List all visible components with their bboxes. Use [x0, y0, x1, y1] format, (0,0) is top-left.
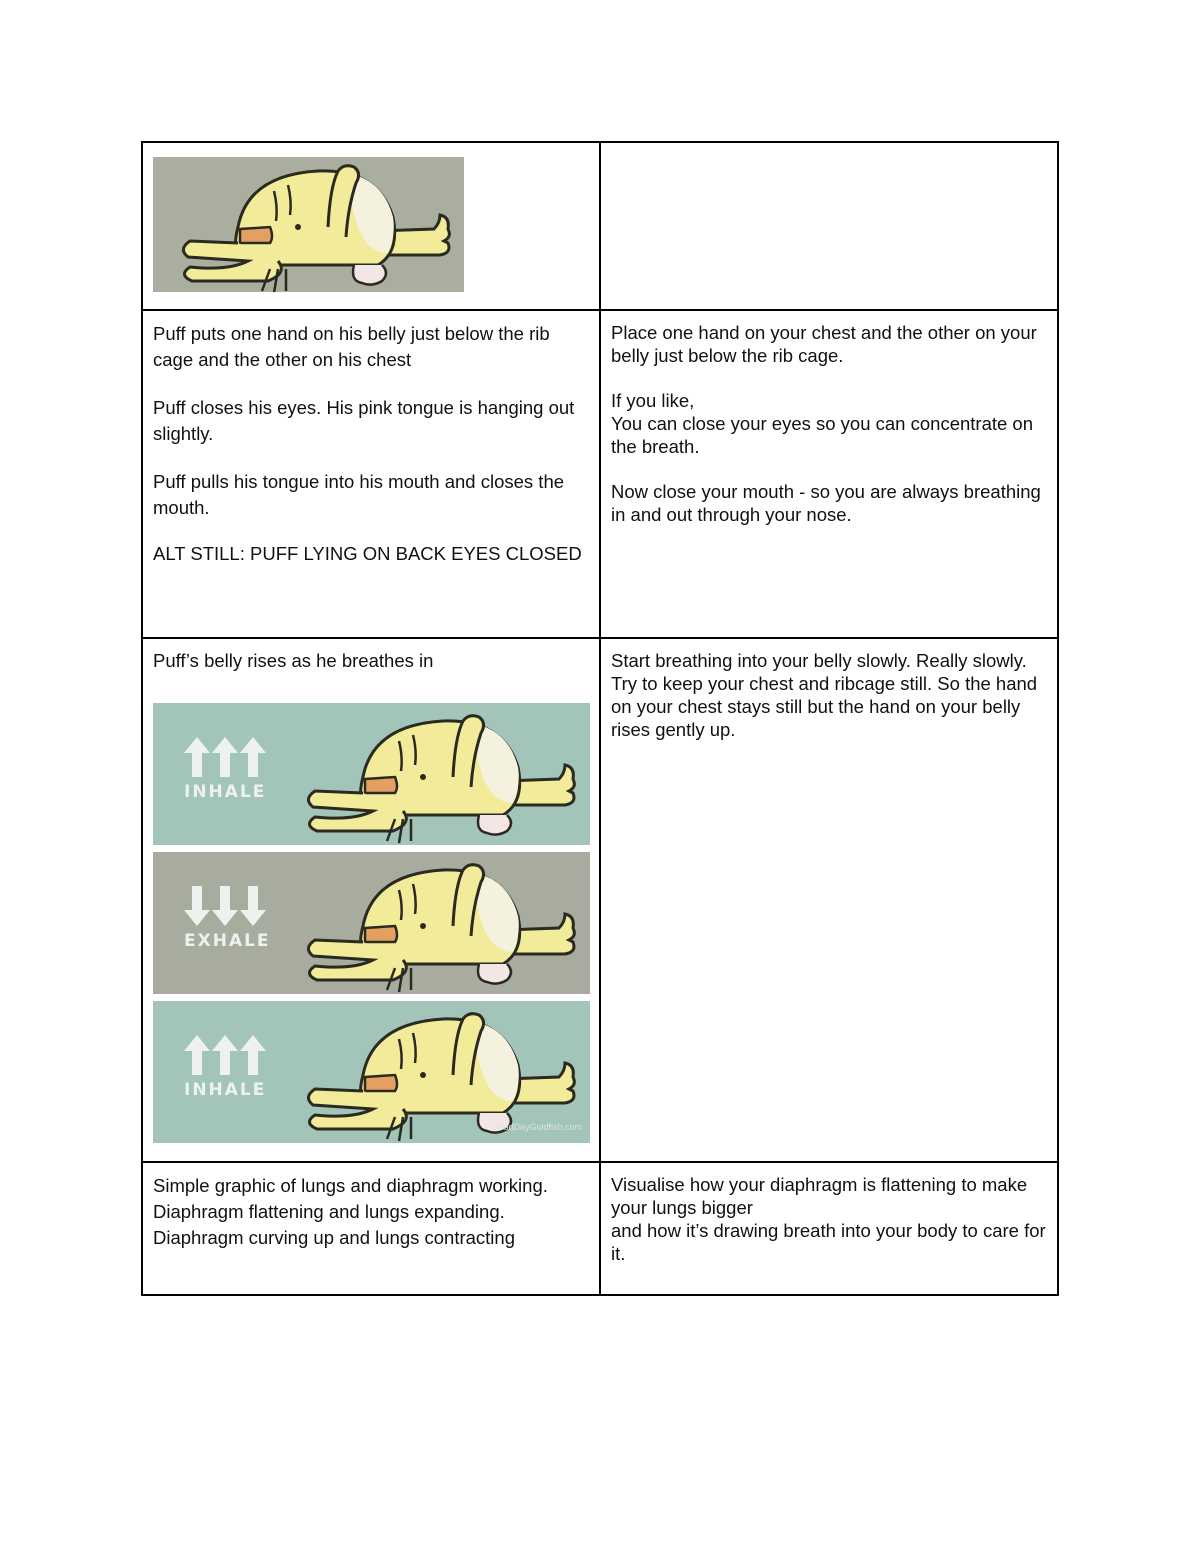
visual-note: ALT STILL: PUFF LYING ON BACK EYES CLOSED [153, 543, 582, 564]
panel-label: INHALE [184, 782, 267, 802]
table-row [143, 1161, 1057, 1294]
puff-inhale-image [153, 703, 590, 845]
table-cell-narration [601, 1163, 1057, 1294]
narration-text: Place one hand on your chest and the other on your belly just below the rib cage. [611, 322, 1037, 366]
narration-text: Now close your mouth - so you are always breathing in and out through your nose. [611, 481, 1041, 525]
table-cell-narration [601, 143, 1057, 309]
visual-note: Puff pulls his tongue into his mouth and closes the mouth. [153, 471, 565, 518]
narration-text: If you like, You can close your eyes so you can concentrate on the breath. [611, 390, 1034, 457]
visual-note: Puff closes his eyes. His pink tongue is hanging out slightly. [153, 397, 575, 444]
table-cell-visual [143, 311, 601, 637]
table-cell-visual [143, 143, 601, 309]
panel-label: EXHALE [184, 931, 271, 951]
puff-illustration [153, 157, 464, 292]
breathing-panels [153, 703, 589, 1143]
watermark: GoodDayGoldfish.com [491, 1122, 582, 1132]
narration-text: Start breathing into your belly slowly. Really slowly. Try to keep your chest and ribcage still. So the hand on your chest stays still but the hand on your belly rises gently up. [611, 650, 1038, 740]
table-row [143, 637, 1057, 1161]
table-row [143, 143, 1057, 309]
script-table [141, 141, 1059, 1296]
breathing-panel [153, 852, 590, 994]
panel-label: INHALE [184, 1080, 267, 1100]
table-cell-visual [143, 639, 601, 1161]
breathing-panel [153, 1001, 590, 1143]
visual-note: Puff puts one hand on his belly just below the rib cage and the other on his chest [153, 323, 550, 370]
visual-caption: Puff’s belly rises as he breathes in [153, 650, 434, 671]
puff-lying-image [153, 157, 464, 292]
puff-exhale-image [153, 852, 590, 994]
table-cell-visual [143, 1163, 601, 1294]
table-cell-narration [601, 639, 1057, 1161]
narration-text: Visualise how your diaphragm is flattening to make your lungs bigger and how it’s drawing breath into your body to care for it. [611, 1174, 1046, 1264]
table-cell-narration [601, 311, 1057, 637]
breathing-panel [153, 703, 590, 845]
visual-note: Simple graphic of lungs and diaphragm working. Diaphragm flattening and lungs expanding. Diaphragm curving up and lungs contracting [153, 1175, 548, 1248]
table-row [143, 309, 1057, 637]
